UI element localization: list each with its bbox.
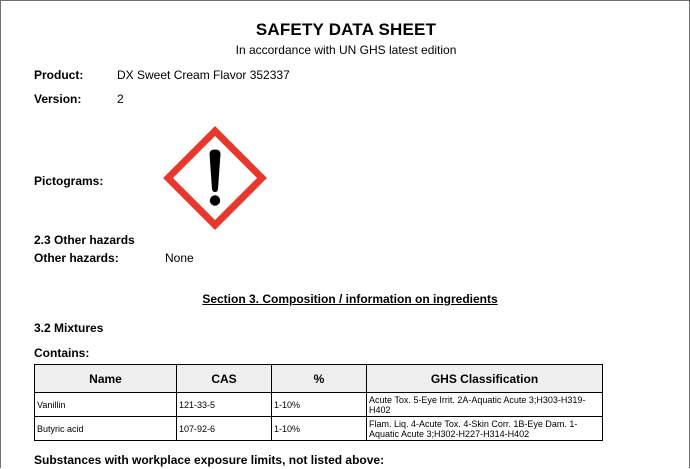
section-3-heading: Section 3. Composition / information on ingredients <box>202 292 498 306</box>
product-label: Product: <box>34 68 84 82</box>
contains-label: Contains: <box>34 346 90 360</box>
document-subtitle: In accordance with UN GHS latest edition <box>235 43 457 57</box>
ingredient-cas: 107-92-6 <box>177 417 272 441</box>
document-title: SAFETY DATA SHEET <box>255 20 437 39</box>
table-header-row <box>35 365 603 393</box>
version-value: 2 <box>117 92 124 106</box>
ingredients-table <box>34 364 603 441</box>
pictograms-label: Pictograms: <box>34 174 104 188</box>
other-hazards-heading: 2.3 Other hazards <box>34 233 135 247</box>
product-value: DX Sweet Cream Flavor 352337 <box>117 68 290 82</box>
column-header-percent: % <box>272 365 367 393</box>
other-hazards-label: Other hazards: <box>34 251 119 265</box>
ingredient-ghs-classification: Flam. Liq. 4-Acute Tox. 4-Skin Corr. 1B-Eye Dam. 1-Aquatic Acute 3;H302-H227-H314-H402 <box>367 417 603 441</box>
column-header-cas: CAS <box>177 365 272 393</box>
column-header-name: Name <box>35 365 177 393</box>
table-row <box>35 417 603 441</box>
mixtures-heading: 3.2 Mixtures <box>34 321 104 335</box>
ghs-exclamation-mark-icon <box>163 126 267 230</box>
version-label: Version: <box>34 92 82 106</box>
ingredient-name: Butyric acid <box>35 417 177 441</box>
exposure-limits-label: Substances with workplace exposure limits, not listed above: <box>34 453 385 467</box>
ingredient-percent: 1-10% <box>272 393 367 417</box>
ingredient-percent: 1-10% <box>272 417 367 441</box>
column-header-ghs-classification: GHS Classification <box>367 365 603 393</box>
ingredient-cas: 121-33-5 <box>177 393 272 417</box>
table-row <box>35 393 603 417</box>
ingredient-ghs-classification: Acute Tox. 5-Eye Irrit. 2A-Aquatic Acute 3;H303-H319-H402 <box>367 393 603 417</box>
ingredient-name: Vanillin <box>35 393 177 417</box>
other-hazards-value: None <box>165 251 194 265</box>
